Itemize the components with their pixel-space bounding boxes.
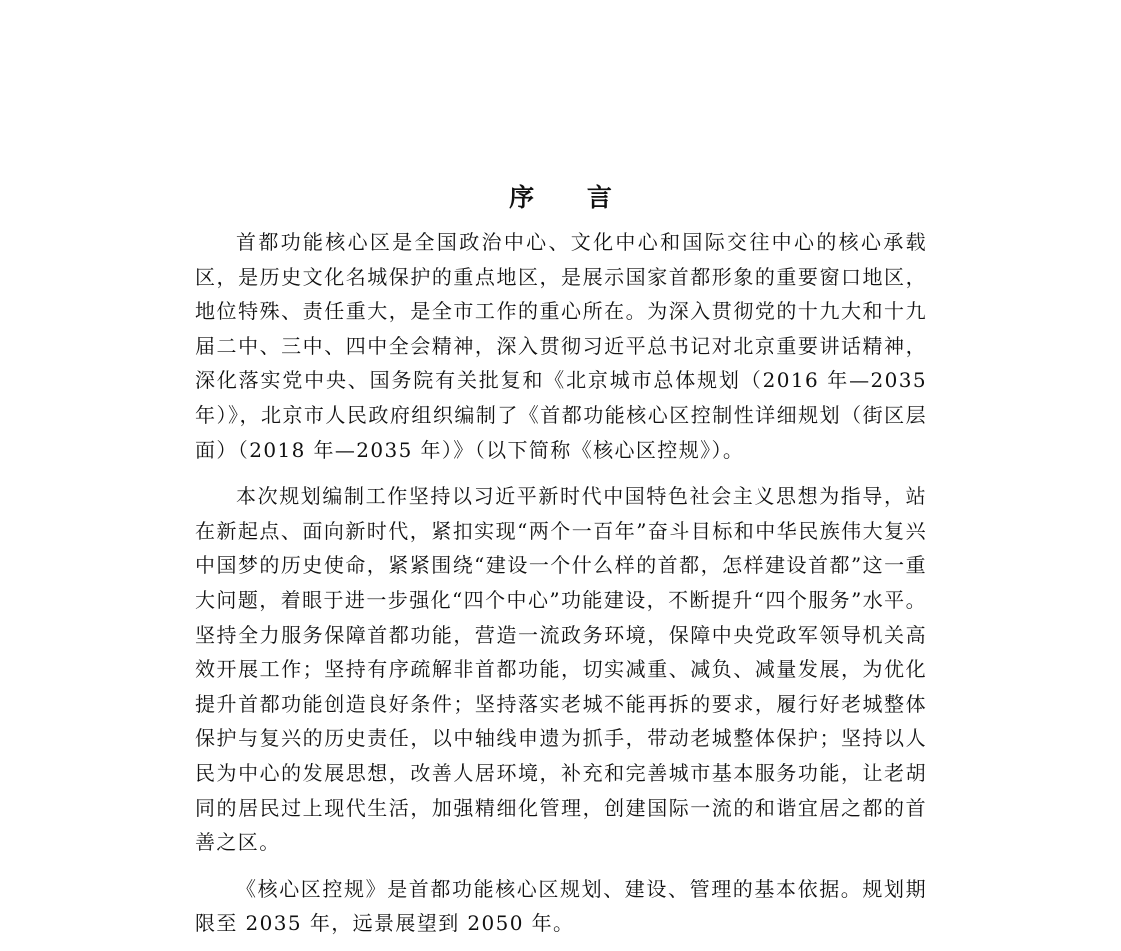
paragraph-2: 本次规划编制工作坚持以习近平新时代中国特色社会主义思想为指导，站在新起点、面向新时代，紧扣实现“两个一百年”奋斗目标和中华民族伟大复兴中国梦的历史使命，紧紧围绕“建设一个什么样的首都，怎样建设首都”这一重大问题，着眼于进一步强化“四个中心”功能建设，不断提升“四个服务”水平。坚持全力服务保障首都功能，营造一流政务环境，保障中央党政军领导机关高效开展工作；坚持有序疏解非首都功能，切实减重、减负、减量发展，为优化提升首都功能创造良好条件；坚持落实老城不能再拆的要求，履行好老城整体保护与复兴的历史责任，以中轴线申遗为抓手，带动老城整体保护；坚持以人民为中心的发展思想，改善人居环境，补充和完善城市基本服务功能，让老胡同的居民过上现代生活，加强精细化管理，创建国际一流的和谐宜居之都的首善之区。: [195, 484, 927, 855]
paragraph-3: 《核心区控规》是首都功能核心区规划、建设、管理的基本依据。规划期限至 2035 年，远景展望到 2050 年。: [195, 876, 927, 936]
body-text: [195, 225, 927, 941]
page-title: 序 言: [509, 182, 634, 212]
paragraph-1: 首都功能核心区是全国政治中心、文化中心和国际交往中心的核心承载区，是历史文化名城保护的重点地区，是展示国家首都形象的重要窗口地区，地位特殊、责任重大，是全市工作的重心所在。为深入贯彻党的十九大和十九届二中、三中、四中全会精神，深入贯彻习近平总书记对北京重要讲话精神，深化落实党中央、国务院有关批复和《北京城市总体规划（2016 年—2035 年）》，北京市人民政府组织编制了《首都功能核心区控制性详细规划（街区层面）（2018 年—2035 年）》（以下简称《核心区控规》）。: [195, 230, 927, 462]
